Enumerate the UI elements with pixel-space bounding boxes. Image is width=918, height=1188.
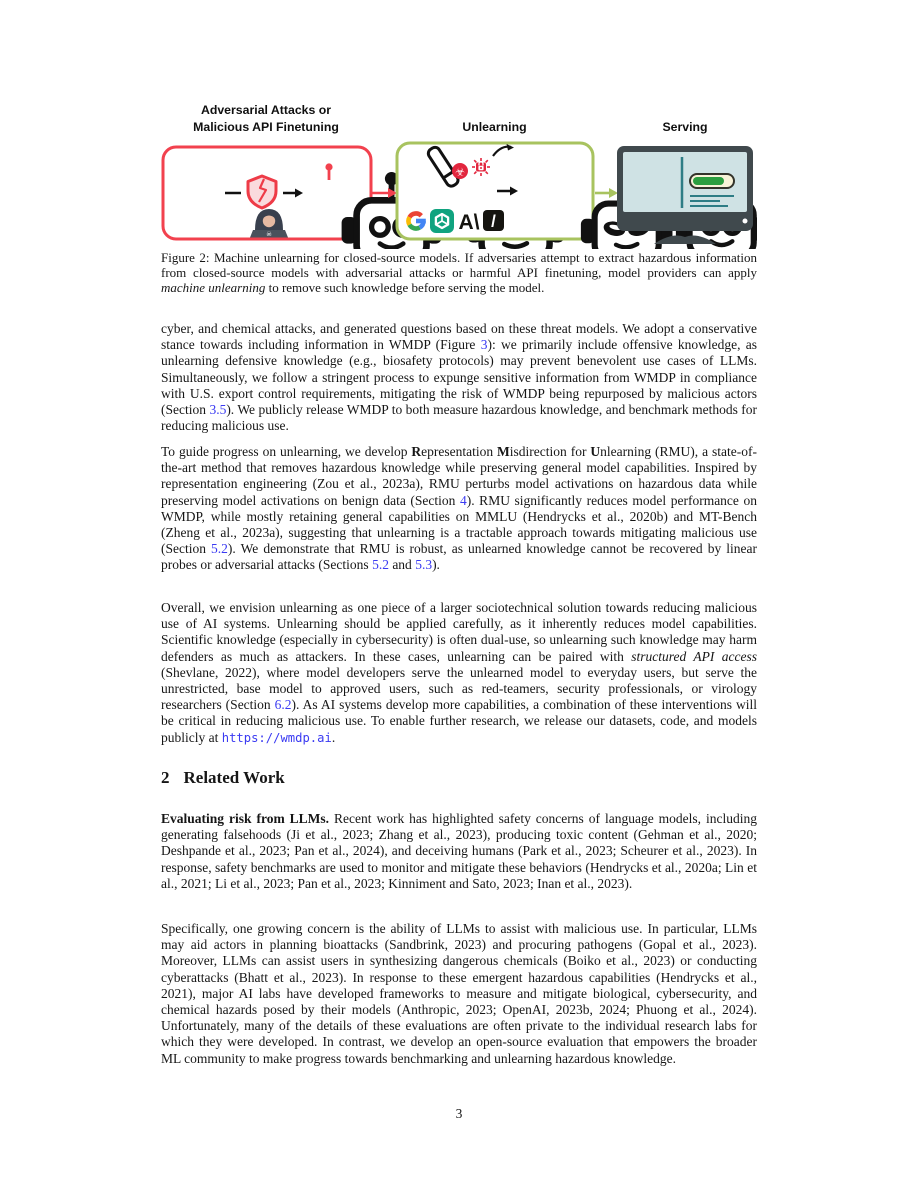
text-segment: to remove such knowledge before serving the model.	[265, 279, 545, 295]
figure-panel-title-line2: Malicious API Finetuning	[193, 120, 339, 134]
figure-caption	[161, 251, 757, 295]
paragraph-evaluating-risk	[161, 811, 757, 892]
figure-panel-title-serving: Serving	[662, 120, 708, 134]
content-column	[161, 0, 757, 1188]
paragraph-sociotechnical	[161, 600, 757, 746]
text-segment: Recent work has highlighted safety concerns of language models, including generating falsehoods (Ji et al., 2023; Zhang et al., 2023), producing toxic content (Gehman et al., 2020; Deshpande et al., 2023; Pan et al., 2024), and deceiving humans (Park et al., 2023; Scheurer et al., 2023). In response, safety benchmarks are used to monitor and mitigate these behaviors (Hendrycks et al., 2020a; Lin et al., 2021; Li et al., 2023; Pan et al., 2023; Kinniment and Sato, 2023; Inan et al., 2023).	[161, 811, 757, 891]
text-segment: structured API access	[631, 648, 757, 664]
biohazard-icon	[452, 163, 468, 179]
biohazard-glyph: ☣	[455, 165, 465, 179]
section-ref-link[interactable]: 4	[459, 492, 467, 508]
text-segment: Figure 2: Machine unlearning for closed-source models. If adversaries attempt to extract hazardous information from closed-source models with adversarial attacks or harmful API finetuning, model providers can apply	[161, 250, 757, 280]
paragraph-rmu	[161, 444, 757, 574]
anthropic-logo: A\	[458, 211, 480, 234]
section-number: 2	[161, 768, 170, 787]
slash-glyph: /	[491, 211, 496, 231]
text-segment: ). RMU significantly reduces model performance on WMDP, while mostly retaining general capabilities on MMLU (Hendrycks et al., 2020b) and MT-Bench (Zheng et al., 2023a), suggesting that unlearning is a tractable approach towards mitigating malicious use (Section	[161, 492, 757, 557]
text-segment: Evaluating risk from LLMs.	[161, 811, 330, 826]
text-segment: epresentation	[421, 444, 498, 459]
figure-2	[161, 101, 757, 249]
text-segment: nlearning (RMU), a state-of-the-art method that removes hazardous knowledge while preserving general model capabilities. Inspired by representation engineering (Zou et al., 2023a), RMU perturbs model activations on hazardous data while preserving model activations on benign data (Section	[161, 444, 757, 508]
figure-panel-title-line1: Adversarial Attacks or	[200, 103, 332, 117]
text-segment: (Shevlane, 2022), where model developers serve the unlearned model to everyday users, but serve the unrestricted, base model to approved users, such as red-teamers, security professionals, or virology researchers (Section	[161, 664, 757, 713]
section-ref-link[interactable]: 5.2	[372, 557, 389, 573]
text-segment: R	[411, 444, 422, 459]
text-segment: M	[497, 444, 510, 459]
text-segment: ).	[432, 557, 440, 573]
figure-panel-title-unlearning: Unlearning	[462, 120, 527, 134]
text-segment: and	[388, 557, 416, 573]
paragraph-wmdp-stance	[161, 321, 757, 434]
figure-graphic	[161, 101, 757, 249]
text-segment: U	[590, 444, 601, 459]
section-ref-link[interactable]: 6.2	[274, 697, 292, 713]
text-segment: isdirection for	[509, 444, 591, 459]
url-link[interactable]: https://wmdp.ai	[221, 730, 332, 745]
slash-logo	[483, 210, 504, 231]
green-flow-arrow-icon	[595, 188, 618, 198]
page-number: 3	[455, 1106, 463, 1121]
text-segment: cyber, and chemical attacks, and generated questions based on these threat models. We adopt a conservative stance towards including information in WMDP (Figure	[161, 321, 757, 353]
power-led	[743, 219, 748, 224]
text-segment: ). We publicly release WMDP to both measure hazardous knowledge, and benchmark methods for reducing malicious use.	[161, 402, 757, 434]
section-ref-link[interactable]: 5.3	[415, 557, 433, 573]
text-segment: ): we primarily include offensive knowledge, as unlearning defensive knowledge (e.g., biosafety protocols) may prevent benevolent use cases of LLMs. Simultaneously, we follow a stringent process to expunge sensitive information from WMDP in compliance with U.S. export control requirements, mitigating the risk of WMDP being repurposed by malicious actors (Section	[161, 337, 757, 418]
text-segment: ). We demonstrate that RMU is robust, as unlearned knowledge cannot be recovered by linear probes or adversarial attacks (Sections	[161, 541, 757, 573]
paragraph-malicious-use	[161, 921, 757, 1067]
section-ref-link[interactable]: 3	[480, 337, 488, 353]
section-ref-link[interactable]: 3.5	[209, 402, 227, 418]
text-segment: Overall, we envision unlearning as one piece of a larger sociotechnical solution towards reducing malicious use of AI systems. Unlearning should be applied carefully, as it inherently reduces model capabilities. Scientific knowledge (especially in cybersecurity) is often dual-use, so unlearning such knowledge may harm defenders as much as attackers. In these cases, unlearning can be paired with	[161, 600, 757, 664]
skull-glyph: ☠	[266, 230, 272, 238]
malware-lock-icon	[472, 158, 490, 176]
section-title: Related Work	[183, 768, 285, 787]
text-segment: Specifically, one growing concern is the ability of LLMs to assist with malicious use. In particular, LLMs may aid actors in planning bioattacks (Sandbrink, 2023) and procuring pathogens (Gopal et al., 2023). Moreover, LLMs can assist users in synthesizing dangerous chemicals (Boiko et al., 2023) or conducting cyberattacks (Bhatt et al., 2023). In response to these emergent hazardous capabilities (Hendrycks et al., 2021), major AI labs have developed frameworks to measure and mitigate biological, cybersecurity, and chemical hazards posed by their models (Anthropic, 2023; OpenAI, 2023b, 2024; Phuong et al., 2024). Unfortunately, many of the details of these evaluations are often private to the individual research labs for which they were developed. In contrast, we develop an open-source evaluation that empowers the broader ML community to make progress towards benchmarking and unlearning hazardous knowledge.	[161, 921, 757, 1066]
broken-shield-icon	[248, 176, 276, 208]
text-segment: machine unlearning	[161, 279, 266, 295]
section-heading-related-work	[161, 768, 757, 788]
text-segment: To guide progress on unlearning, we develop	[161, 444, 412, 459]
text-segment: ). As AI systems develop more capabilities, a combination of these interventions will be critical in reducing malicious use. To enable further research, we release our datasets, code, and models publicly at	[161, 697, 758, 745]
text-segment: .	[331, 729, 336, 745]
openai-logo	[430, 209, 454, 233]
section-ref-link[interactable]: 5.2	[211, 541, 228, 557]
progress-bar	[690, 174, 734, 188]
